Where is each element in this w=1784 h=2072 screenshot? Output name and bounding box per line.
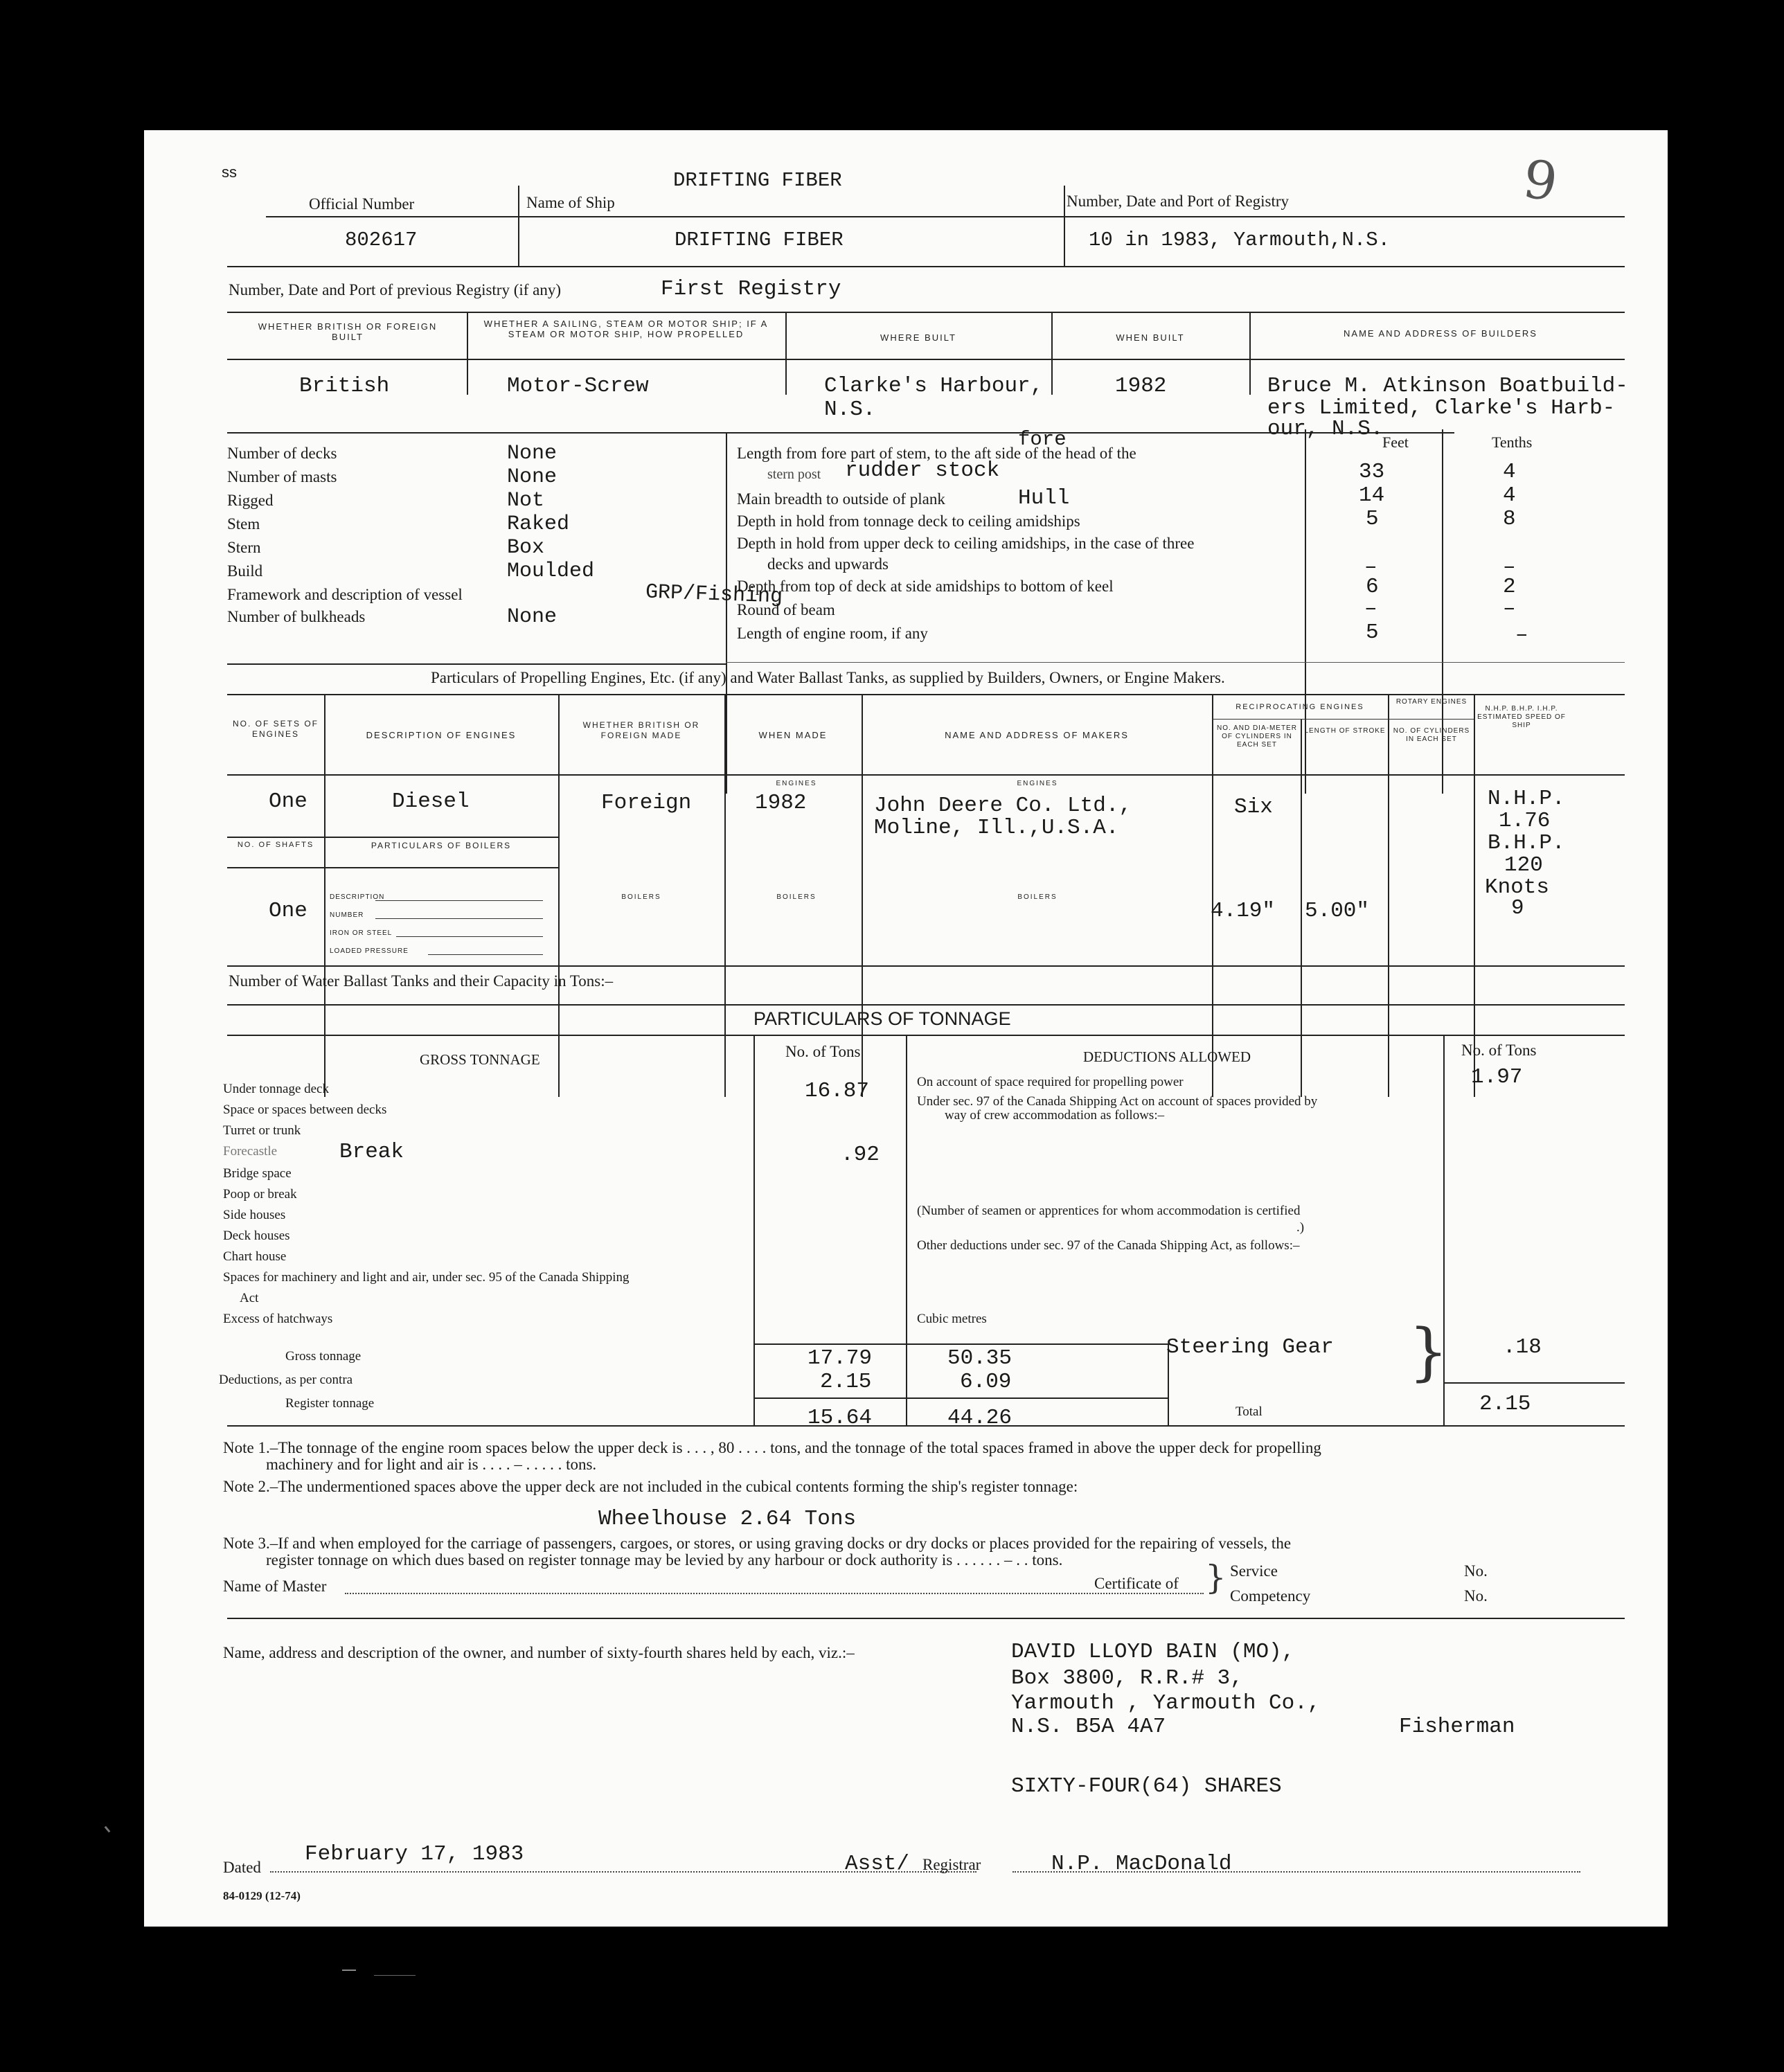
header-rule bbox=[266, 216, 1625, 217]
builders-header: NAME AND ADDRESS OF BUILDERS bbox=[1344, 328, 1537, 339]
stroke-value: 5.00" bbox=[1305, 899, 1370, 923]
crew-accommodation-line-2: way of crew accommodation as follows:– bbox=[945, 1108, 1165, 1123]
under-deck-label: Under tonnage deck bbox=[223, 1082, 329, 1096]
decks-row bbox=[227, 442, 712, 465]
tons-header: No. of Tons bbox=[785, 1043, 861, 1060]
series-code: ss bbox=[222, 163, 237, 181]
bridge-label: Bridge space bbox=[223, 1166, 292, 1181]
deductions-label: Deductions, as per contra bbox=[219, 1373, 353, 1387]
boilers-header: PARTICULARS OF BOILERS bbox=[371, 841, 512, 850]
description-header: DESCRIPTION OF ENGINES bbox=[366, 730, 517, 740]
stroke-header: LENGTH OF STROKE bbox=[1304, 727, 1386, 735]
service-no-label: No. bbox=[1464, 1562, 1488, 1580]
where-built-header: WHERE BUILT bbox=[880, 332, 956, 343]
previous-registry: First Registry bbox=[661, 277, 841, 301]
note-2-value: Wheelhouse 2.64 Tons bbox=[598, 1507, 857, 1531]
competency-label: Competency bbox=[1230, 1587, 1311, 1605]
masts-value: None bbox=[507, 465, 558, 489]
note-3b: register tonnage on which dues based on register tonnage may be levied by any harbour or dock authority is . . . . . . – . . tons. bbox=[266, 1551, 1063, 1569]
sets-header: NO. OF SETS OF ENGINES bbox=[232, 719, 319, 739]
builders-line-3: our, N.S. bbox=[1267, 417, 1384, 441]
makers-header: NAME AND ADDRESS OF MAKERS bbox=[945, 730, 1129, 740]
scan-debris bbox=[342, 1970, 356, 1971]
ship-name: DRIFTING FIBER bbox=[675, 229, 844, 251]
knots-label: Knots bbox=[1485, 875, 1550, 900]
rigged-value: Not bbox=[507, 489, 545, 512]
note-2: Note 2.–The undermentioned spaces above the upper deck are not included in the cubical contents forming the ship's register tonnage: bbox=[223, 1478, 1078, 1495]
seamen-line-close: .) bbox=[1296, 1220, 1305, 1235]
name-of-ship-label: Name of Ship bbox=[526, 194, 615, 211]
where-built-value-2: N.S. bbox=[824, 398, 876, 422]
propulsion-header: WHETHER A SAILING, STEAM OR MOTOR SHIP; IF A STEAM OR MOTOR SHIP, HOW PROPELLED bbox=[483, 319, 769, 339]
power-header: N.H.P. B.H.P. I.H.P. ESTIMATED SPEED OF SHIP bbox=[1477, 705, 1566, 729]
boiler-material-label: IRON OR STEEL bbox=[330, 929, 393, 937]
note-3: Note 3.–If and when employed for the carriage of passengers, cargoes, or stores, or using graving docks or dry docks or places provided for the repairing of vessels, the bbox=[223, 1535, 1292, 1552]
dated-value: February 17, 1983 bbox=[305, 1842, 524, 1866]
note-1b: machinery and for light and air is . . . . – . . . . . tons. bbox=[266, 1456, 597, 1473]
propelling-power-tons: 1.97 bbox=[1471, 1065, 1523, 1089]
tonnage-title: PARTICULARS OF TONNAGE bbox=[753, 1008, 1011, 1029]
turret-label: Turret or trunk bbox=[223, 1123, 301, 1138]
register-tons: 15.64 bbox=[808, 1406, 873, 1430]
under-deck-value: 16.87 bbox=[805, 1079, 870, 1103]
rotary-cyl-header: NO. OF CYLINDERS IN EACH SET bbox=[1393, 727, 1470, 743]
bulkheads-value: None bbox=[507, 605, 558, 629]
other-deductions-line: Other deductions under sec. 97 of the Canada Shipping Act, as follows:– bbox=[917, 1238, 1300, 1253]
deductions-title: DEDUCTIONS ALLOWED bbox=[1083, 1048, 1251, 1065]
certificate-label: Certificate of bbox=[1094, 1575, 1179, 1592]
official-number-label: Official Number bbox=[309, 195, 415, 213]
total-tons: 2.15 bbox=[1479, 1392, 1531, 1416]
breadth-feet: 14 bbox=[1359, 483, 1385, 508]
gross-tonnage-title: GROSS TONNAGE bbox=[420, 1051, 540, 1068]
break-overtype: Break bbox=[339, 1140, 404, 1164]
boilers-small-label: BOILERS bbox=[621, 893, 661, 901]
forecastle-label: Forecastle bbox=[223, 1144, 278, 1159]
build-row: Build Moulded bbox=[227, 560, 595, 583]
forecastle-value: .92 bbox=[841, 1143, 880, 1167]
british-made-value: Foreign bbox=[601, 791, 692, 815]
registrar-label: Registrar bbox=[922, 1856, 981, 1873]
side-houses-label: Side houses bbox=[223, 1208, 286, 1222]
feet-label: Feet bbox=[1382, 434, 1409, 451]
owner-line-1: DAVID LLOYD BAIN (MO), bbox=[1011, 1640, 1295, 1664]
builders-line-2: ers Limited, Clarke's Harb- bbox=[1267, 396, 1616, 420]
owner-shares: SIXTY-FOUR(64) SHARES bbox=[1011, 1774, 1282, 1798]
steering-brace: } bbox=[1409, 1316, 1449, 1388]
page-number-mark: 9 bbox=[1519, 148, 1562, 213]
when-made-value: 1982 bbox=[755, 791, 807, 815]
framework-value: GRP/Fishing bbox=[645, 580, 783, 609]
decks-label: Number of decks bbox=[227, 445, 337, 462]
rotary-header: ROTARY ENGINES bbox=[1395, 698, 1468, 706]
gross-tonnage-label: Gross tonnage bbox=[285, 1349, 362, 1364]
boiler-number-label: NUMBER bbox=[330, 911, 364, 919]
length-tenths: 4 bbox=[1503, 460, 1516, 484]
when-built-value: 1982 bbox=[1115, 374, 1167, 398]
deck-houses-label: Deck houses bbox=[223, 1229, 290, 1243]
steering-gear-label: Steering Gear bbox=[1166, 1335, 1334, 1359]
fore-insert: fore bbox=[1018, 428, 1067, 451]
deductions-m3: 6.09 bbox=[960, 1370, 1012, 1394]
round-beam-feet: – bbox=[1364, 597, 1377, 621]
length-feet: 33 bbox=[1359, 460, 1385, 484]
owner-line-4: N.S. B5A 4A7 bbox=[1011, 1715, 1166, 1739]
master-label: Name of Master bbox=[223, 1578, 327, 1595]
shafts-header: NO. OF SHAFTS bbox=[237, 841, 314, 849]
knots-value: 9 bbox=[1511, 896, 1524, 920]
build-value: Moulded bbox=[507, 560, 595, 583]
deductions-tons: 2.15 bbox=[820, 1370, 872, 1394]
round-beam-label: Round of beam bbox=[737, 601, 835, 618]
register-tonnage-label: Register tonnage bbox=[285, 1396, 375, 1411]
cylinder-diameter: 4.19" bbox=[1211, 899, 1276, 923]
boiler-description-label: DESCRIPTION bbox=[330, 893, 385, 901]
depth-hold-tenths: 8 bbox=[1503, 507, 1516, 531]
stern-value: Box bbox=[507, 536, 545, 560]
act-label: Act bbox=[240, 1291, 259, 1305]
stem-value: Raked bbox=[507, 512, 570, 536]
decks-value: None bbox=[507, 442, 558, 465]
form-number: 84-0129 (12-74) bbox=[223, 1889, 301, 1902]
chart-house-label: Chart house bbox=[223, 1249, 287, 1264]
bhp-label: B.H.P. bbox=[1488, 831, 1565, 855]
when-built-header: WHEN BUILT bbox=[1116, 332, 1185, 343]
propelling-power-line: On account of space required for propelling power bbox=[917, 1075, 1184, 1089]
length-label: Length from fore part of stem, to the aft side of the head of the bbox=[737, 445, 1136, 462]
registry-value: 10 in 1983, Yarmouth,N.S. bbox=[1089, 229, 1391, 251]
stem-row: Stem Raked bbox=[227, 512, 570, 536]
british-made-header: WHETHER BRITISH OR FOREIGN MADE bbox=[582, 720, 700, 740]
hull-insert: Hull bbox=[1018, 486, 1070, 510]
builders-line-1: Bruce M. Atkinson Boatbuild- bbox=[1267, 374, 1628, 398]
scan-debris-3 bbox=[105, 1826, 111, 1833]
depth-upper-feet: – bbox=[1364, 555, 1377, 580]
between-decks-label: Space or spaces between decks bbox=[223, 1102, 387, 1117]
cubic-metres-label: Cubic metres bbox=[917, 1312, 987, 1326]
boilers-small-label-2: BOILERS bbox=[776, 893, 817, 901]
british-built-header: WHETHER BRITISH OR FOREIGN BUILT bbox=[258, 321, 438, 342]
nhp-label: N.H.P. bbox=[1488, 787, 1565, 811]
description-value: Diesel bbox=[392, 789, 470, 814]
recip-header: RECIPROCATING ENGINES bbox=[1236, 703, 1364, 711]
rigged-row: Rigged Not bbox=[227, 489, 545, 512]
stern-post-label: stern post bbox=[767, 467, 821, 482]
depth-keel-feet: 6 bbox=[1366, 575, 1379, 599]
framework-row: Framework and description of vessel GRP/Fishing bbox=[227, 580, 783, 609]
bulkheads-row: Number of bulkheads None bbox=[227, 605, 558, 629]
ballast-label: Number of Water Ballast Tanks and their Capacity in Tons:– bbox=[229, 972, 614, 990]
boilers-small-label-3: BOILERS bbox=[1017, 893, 1058, 901]
makers-line-2: Moline, Ill.,U.S.A. bbox=[874, 816, 1119, 840]
owner-line-3: Yarmouth , Yarmouth Co., bbox=[1011, 1691, 1321, 1715]
sets-value: One bbox=[269, 789, 307, 814]
depth-keel-label: Depth from top of deck at side amidships to bottom of keel bbox=[737, 578, 1114, 595]
bhp-value: 120 bbox=[1504, 853, 1543, 877]
registry-label: Number, Date and Port of Registry bbox=[1067, 193, 1290, 210]
register-m3: 44.26 bbox=[947, 1406, 1013, 1430]
depth-upper-tenths: – bbox=[1503, 555, 1516, 580]
owner-line-2: Box 3800, R.R.# 3, bbox=[1011, 1666, 1243, 1690]
ship-name-top: DRIFTING FIBER bbox=[673, 169, 842, 192]
ded-tons-header: No. of Tons bbox=[1461, 1042, 1537, 1059]
depth-hold-label: Depth in hold from tonnage deck to ceiling amidships bbox=[737, 512, 1080, 530]
assistant-mark: Asst/ bbox=[845, 1852, 910, 1876]
round-beam-tenths: – bbox=[1503, 597, 1516, 621]
engine-room-feet: 5 bbox=[1366, 620, 1379, 645]
cylinders-value: Six bbox=[1234, 795, 1273, 819]
owner-label: Name, address and description of the owner, and number of sixty-fourth shares held by each, viz.:– bbox=[223, 1644, 855, 1661]
engines-small-label: ENGINES bbox=[776, 780, 817, 787]
scan-debris-2 bbox=[374, 1975, 416, 1976]
stern-row: Stern Box bbox=[227, 536, 545, 560]
certificate-brace: } bbox=[1205, 1558, 1226, 1597]
dated-label: Dated bbox=[223, 1859, 261, 1876]
owner-occupation: Fisherman bbox=[1399, 1715, 1515, 1739]
engines-small-label-2: ENGINES bbox=[1017, 780, 1058, 787]
depth-upper-label: Depth in hold from upper deck to ceiling amidships, in the case of three bbox=[737, 535, 1195, 552]
crew-accommodation-line: Under sec. 97 of the Canada Shipping Act on account of spaces provided by bbox=[917, 1094, 1318, 1109]
depth-upper-label-2: decks and upwards bbox=[767, 555, 889, 573]
boiler-pressure-label: LOADED PRESSURE bbox=[330, 947, 409, 955]
when-made-header: WHEN MADE bbox=[758, 730, 828, 740]
steering-gear-tons: .18 bbox=[1503, 1335, 1542, 1359]
depth-keel-tenths: 2 bbox=[1503, 575, 1516, 599]
registrar-name: N.P. MacDonald bbox=[1051, 1852, 1232, 1876]
breadth-tenths: 4 bbox=[1503, 483, 1516, 508]
makers-line-1: John Deere Co. Ltd., bbox=[874, 794, 1132, 818]
gross-tons: 17.79 bbox=[808, 1346, 873, 1370]
engine-room-tenths: – bbox=[1515, 623, 1528, 648]
nhp-value: 1.76 bbox=[1499, 809, 1551, 833]
gross-m3: 50.35 bbox=[947, 1346, 1013, 1370]
register-page bbox=[144, 130, 1668, 1927]
seamen-line: (Number of seamen or apprentices for whom accommodation is certified bbox=[917, 1204, 1301, 1218]
engine-room-label: Length of engine room, if any bbox=[737, 625, 928, 642]
depth-hold-feet: 5 bbox=[1366, 507, 1379, 531]
where-built-value: Clarke's Harbour, bbox=[824, 374, 1044, 398]
service-label: Service bbox=[1230, 1562, 1278, 1580]
poop-label: Poop or break bbox=[223, 1187, 297, 1202]
cylinders-header: NO. AND DIA-METER OF CYLINDERS IN EACH SET bbox=[1217, 724, 1297, 749]
breadth-label: Main breadth to outside of plank bbox=[737, 490, 945, 508]
hatchways-label: Excess of hatchways bbox=[223, 1312, 333, 1326]
shafts-value: One bbox=[269, 899, 307, 923]
masts-row: Number of masts None bbox=[227, 465, 558, 489]
rudder-stock-insert: rudder stock bbox=[845, 458, 1000, 483]
note-1: Note 1.–The tonnage of the engine room spaces below the upper deck is . . . , 80 . . . . tons, and the tonnage of the total spaces framed in above the upper deck for propelling bbox=[223, 1439, 1321, 1456]
tenths-label: Tenths bbox=[1492, 434, 1533, 451]
british-built-value: British bbox=[299, 374, 390, 398]
propulsion-value: Motor-Screw bbox=[507, 374, 649, 398]
total-label: Total bbox=[1236, 1404, 1263, 1419]
machinery-label: Spaces for machinery and light and air, under sec. 95 of the Canada Shipping bbox=[223, 1270, 630, 1285]
competency-no-label: No. bbox=[1464, 1587, 1488, 1605]
official-number: 802617 bbox=[345, 229, 418, 251]
engines-title: Particulars of Propelling Engines, Etc. (if any) and Water Ballast Tanks, as supplied by Builders, Owners, or Engine Makers. bbox=[431, 669, 1225, 686]
previous-registry-label: Number, Date and Port of previous Registry (if any) bbox=[229, 281, 562, 298]
